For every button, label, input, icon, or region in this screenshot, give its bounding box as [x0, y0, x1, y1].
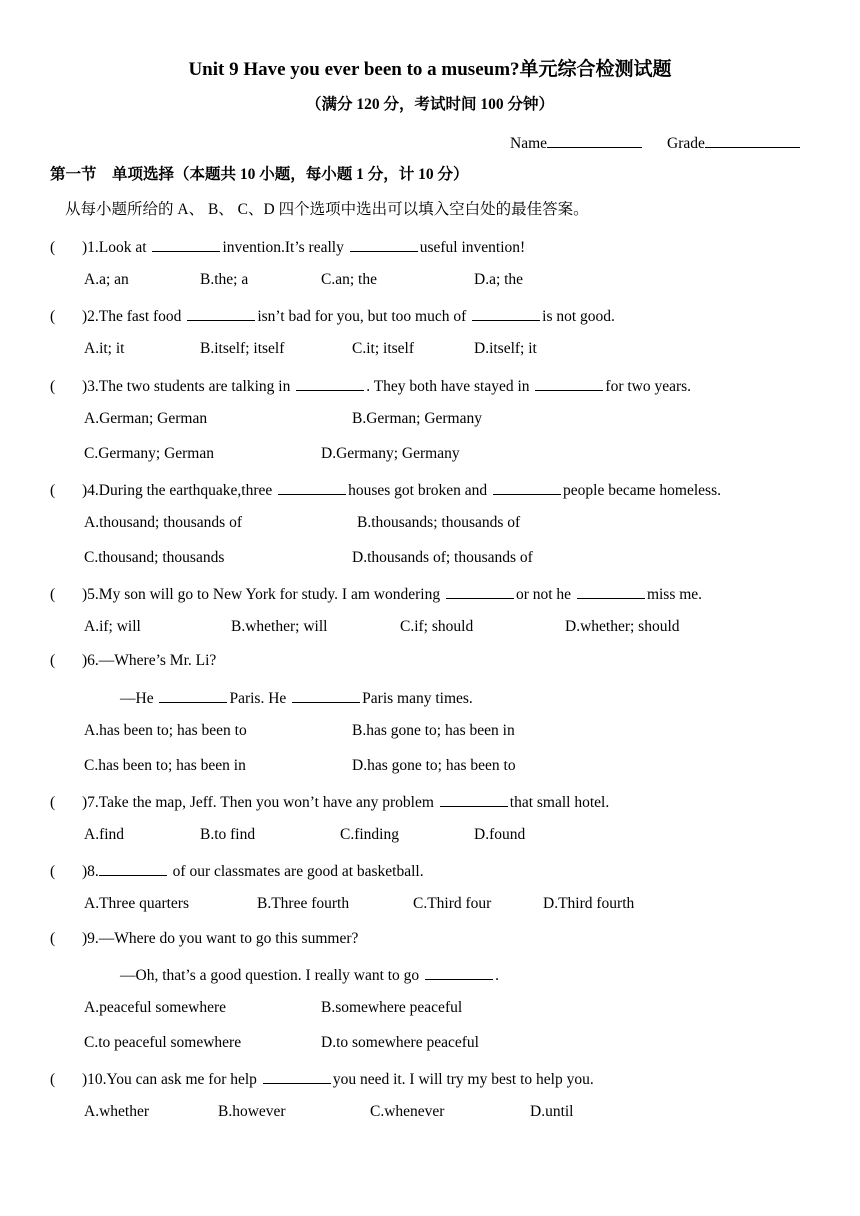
question-text: or not he — [515, 586, 575, 603]
option-b: B.itself; itself — [200, 340, 285, 357]
answer-paren[interactable]: ( — [50, 863, 56, 880]
option-a: A.peaceful somewhere — [84, 999, 227, 1016]
question-7 — [50, 792, 609, 811]
question-number: )9. — [82, 930, 99, 947]
option-b: B.however — [218, 1103, 286, 1120]
answer-blank — [493, 480, 561, 495]
answer-paren[interactable]: ( — [50, 378, 56, 395]
option-d: D.to somewhere peaceful — [321, 1034, 479, 1051]
answer-paren[interactable]: ( — [50, 239, 56, 256]
option-c: C.Third four — [413, 895, 492, 912]
option-a: A.Three quarters — [84, 895, 190, 912]
page-title: Unit 9 Have you ever been to a museum?单元综合检测试题 — [188, 59, 672, 80]
question-text: During the earthquake,three — [98, 482, 277, 499]
question-text: people became homeless. — [563, 482, 721, 499]
answer-blank — [296, 376, 364, 391]
question-3 — [50, 376, 691, 395]
section-heading: 第一节 单项选择（本题共 10 小题，每小题 1 分，计 10 分） — [50, 166, 469, 183]
answer-paren[interactable]: ( — [50, 308, 56, 325]
question-text: you need it. I will try my best to help you. — [332, 1071, 594, 1088]
option-d: D.a; the — [474, 271, 524, 288]
question-text: —Where’s Mr. Li? — [98, 652, 217, 669]
option-b: B.Three fourth — [257, 895, 350, 912]
answer-blank — [350, 237, 418, 252]
question-text: . — [495, 967, 499, 984]
question-text: —Oh, that’s a good question. I really want to go — [120, 967, 424, 984]
question-number: )5. — [82, 586, 99, 603]
option-a: A.thousand; thousands of — [84, 514, 243, 531]
question-6-reply — [120, 688, 473, 707]
answer-blank — [152, 237, 220, 252]
option-d: D.has gone to; has been to — [352, 757, 516, 774]
answer-blank — [440, 792, 508, 807]
option-a: A.if; will — [84, 618, 141, 635]
question-9-reply — [120, 965, 499, 984]
question-text: is not good. — [542, 308, 615, 325]
answer-blank — [159, 688, 227, 703]
question-text: My son will go to New York for study. I am wondering — [98, 586, 444, 603]
answer-paren[interactable]: ( — [50, 794, 56, 811]
question-number: )7. — [82, 794, 99, 811]
option-a: A.whether — [84, 1103, 149, 1120]
question-2 — [50, 306, 615, 325]
question-5 — [50, 584, 702, 603]
option-b: B.the; a — [200, 271, 249, 288]
option-b: B.German; Germany — [352, 410, 482, 427]
option-a: A.find — [84, 826, 125, 843]
question-number: )1. — [82, 239, 99, 256]
question-text: miss me. — [646, 586, 703, 603]
answer-blank — [292, 688, 360, 703]
question-text: Paris. He — [229, 690, 291, 707]
option-d: D.Third fourth — [543, 895, 635, 912]
question-text: useful invention! — [419, 239, 526, 256]
option-d: D.thousands of; thousands of — [352, 549, 533, 566]
question-text: The fast food — [98, 308, 186, 325]
option-c: C.thousand; thousands — [84, 549, 225, 566]
option-c: C.Germany; German — [84, 445, 214, 462]
question-text: You can ask me for help — [106, 1071, 261, 1088]
question-text: of our classmates are good at basketball. — [168, 863, 424, 880]
option-d: D.until — [530, 1103, 574, 1120]
option-d: D.whether; should — [565, 618, 680, 635]
option-b: B.somewhere peaceful — [321, 999, 463, 1016]
question-text: The two students are talking in — [98, 378, 295, 395]
option-b: B.whether; will — [231, 618, 328, 635]
question-9 — [50, 931, 358, 947]
answer-blank — [446, 584, 514, 599]
question-text: Paris many times. — [362, 690, 473, 707]
option-d: D.Germany; Germany — [321, 445, 460, 462]
option-d: D.found — [474, 826, 526, 843]
question-text: isn’t bad for you, but too much of — [257, 308, 471, 325]
option-b: B.has gone to; has been in — [352, 722, 515, 739]
name-grade-line — [510, 133, 800, 152]
question-number: )6. — [82, 652, 99, 669]
option-d: D.itself; it — [474, 340, 537, 357]
page-subtitle: （满分 120 分，考试时间 100 分钟） — [305, 96, 554, 113]
answer-blank — [278, 480, 346, 495]
answer-blank — [577, 584, 645, 599]
question-text: —He — [120, 690, 158, 707]
answer-blank — [472, 306, 540, 321]
answer-blank — [425, 965, 493, 980]
question-number: )3. — [82, 378, 99, 395]
option-c: C.whenever — [370, 1103, 445, 1120]
question-number: )10. — [82, 1071, 107, 1088]
question-text: —Where do you want to go this summer? — [98, 930, 359, 947]
section-instruction: 从每小题所给的 A、 B、 C、D 四个选项中选出可以填入空白处的最佳答案。 — [65, 201, 589, 218]
question-text: houses got broken and — [348, 482, 492, 499]
option-c: C.it; itself — [352, 340, 414, 357]
question-10 — [50, 1069, 594, 1088]
question-text: invention.It’s really — [222, 239, 348, 256]
option-a: A.German; German — [84, 410, 208, 427]
question-4 — [50, 480, 721, 499]
name-label: Name — [510, 135, 548, 152]
answer-paren[interactable]: ( — [50, 652, 56, 669]
question-number: )8. — [82, 863, 99, 880]
answer-paren[interactable]: ( — [50, 586, 56, 603]
question-1 — [50, 237, 525, 256]
grade-blank[interactable] — [705, 133, 800, 148]
option-c: C.an; the — [321, 271, 377, 288]
question-text: for two years. — [605, 378, 692, 395]
question-8 — [50, 861, 424, 880]
option-a: A.a; an — [84, 271, 129, 288]
grade-label: Grade — [667, 135, 705, 152]
option-b: B.thousands; thousands of — [357, 514, 521, 531]
answer-paren[interactable]: ( — [50, 930, 56, 947]
answer-blank — [187, 306, 255, 321]
question-text: that small hotel. — [509, 794, 610, 811]
option-b: B.to find — [200, 826, 256, 843]
answer-blank — [535, 376, 603, 391]
answer-paren[interactable]: ( — [50, 1071, 56, 1088]
question-number: )4. — [82, 482, 99, 499]
option-c: C.finding — [340, 826, 399, 843]
option-a: A.has been to; has been to — [84, 722, 247, 739]
question-text: Take the map, Jeff. Then you won’t have any problem — [98, 794, 438, 811]
answer-blank — [263, 1069, 331, 1084]
answer-paren[interactable]: ( — [50, 482, 56, 499]
name-blank[interactable] — [547, 133, 642, 148]
question-text: . They both have stayed in — [366, 378, 534, 395]
answer-blank — [99, 861, 167, 876]
question-6 — [50, 653, 216, 669]
option-c: C.has been to; has been in — [84, 757, 246, 774]
option-c: C.if; should — [400, 618, 474, 635]
question-number: )2. — [82, 308, 99, 325]
option-c: C.to peaceful somewhere — [84, 1034, 242, 1051]
question-text: Look at — [98, 239, 151, 256]
option-a: A.it; it — [84, 340, 125, 357]
